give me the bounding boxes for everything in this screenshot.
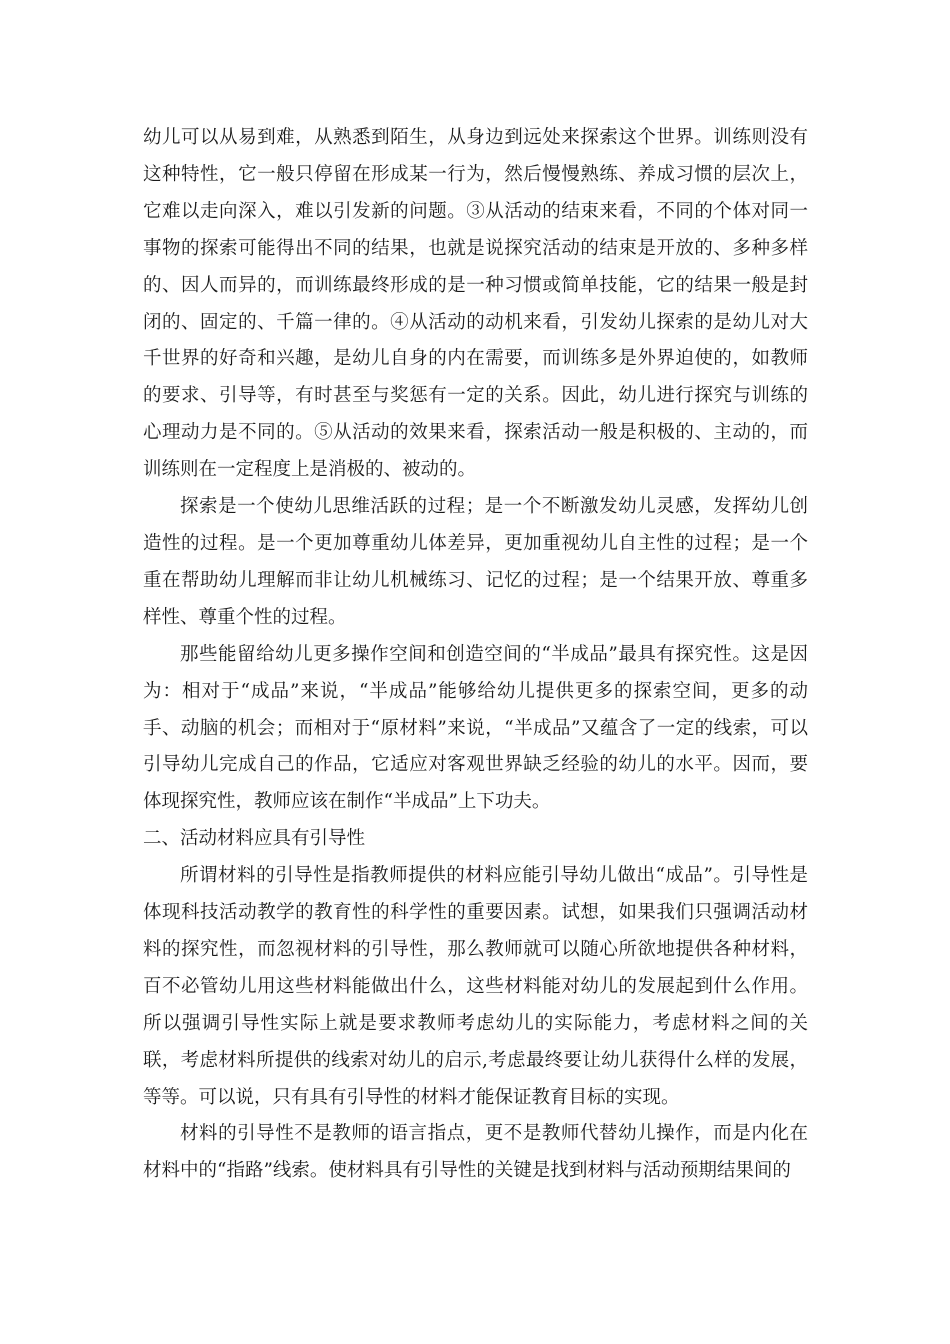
paragraph-continuation: 幼儿可以从易到难，从熟悉到陌生，从身边到远处来探索这个世界。训练则没有这种特性，它一般只停留在形成某一行为，然后慢慢熟练、养成习惯的层次上，它难以走向深入，难以引发新的问题。③从活动的结束来看，不同的个体对同一事物的探索可能得出不同的结果，也就是说探究活动的结束是开放的、多种多样的、因人而异的，而训练最终形成的是一种习惯或简单技能，它的结果一般是封闭的、固定的、千篇一律的。④从活动的动机来看，引发幼儿探索的是幼儿对大千世界的好奇和兴趣，是幼儿自身的内在需要，而训练多是外界迫使的，如教师的要求、引导等，有时甚至与奖惩有一定的关系。因此，幼儿进行探究与训练的心理动力是不同的。⑤从活动的效果来看，探索活动一般是积极的、主动的，而训练则在一定程度上是消极的、被动的。	[143, 127, 808, 481]
section-heading: 二、活动材料应具有引导性	[143, 828, 366, 850]
paragraph-exploration-process: 探索是一个使幼儿思维活跃的过程；是一个不断激发幼儿灵感，发挥幼儿创造性的过程。是一个更加尊重幼儿体差异，更加重视幼儿自主性的过程；是一个重在帮助幼儿理解而非让幼儿机械练习、记忆的过程；是一个结果开放、尊重多样性、尊重个性的过程。	[143, 496, 808, 628]
paragraph-semi-finished-products: 那些能留给幼儿更多操作空间和创造空间的“半成品”最具有探究性。这是因为：相对于“成品”来说，“半成品”能够给幼儿提供更多的探索空间，更多的动手、动脑的机会；而相对于“原材料”来说，“半成品”又蕴含了一定的线索，可以引导幼儿完成自己的作品，它适应对客观世界缺乏经验的幼儿的水平。因而，要体现探究性，教师应该在制作“半成品”上下功夫。	[143, 643, 808, 813]
paragraph-guidance-clues: 材料的引导性不是教师的语言指点，更不是教师代替幼儿操作，而是内化在材料中的“指路”线索。使材料具有引导性的关键是找到材料与活动预期结果间的	[143, 1123, 808, 1182]
document-body	[143, 120, 808, 1190]
paragraph-guidance-definition: 所谓材料的引导性是指教师提供的材料应能引导幼儿做出“成品”。引导性是体现科技活动教学的教育性的科学性的重要因素。试想，如果我们只强调活动材料的探究性，而忽视材料的引导性，那么教师就可以随心所欲地提供各种材料，百不必管幼儿用这些材料能做出什么，这些材料能对幼儿的发展起到什么作用。所以强调引导性实际上就是要求教师考虑幼儿的实际能力，考虑材料之间的关联，考虑材料所提供的线索对幼儿的启示,考虑最终要让幼儿获得什么样的发展，等等。可以说，只有具有引导性的材料才能保证教育目标的实现。	[143, 865, 808, 1108]
